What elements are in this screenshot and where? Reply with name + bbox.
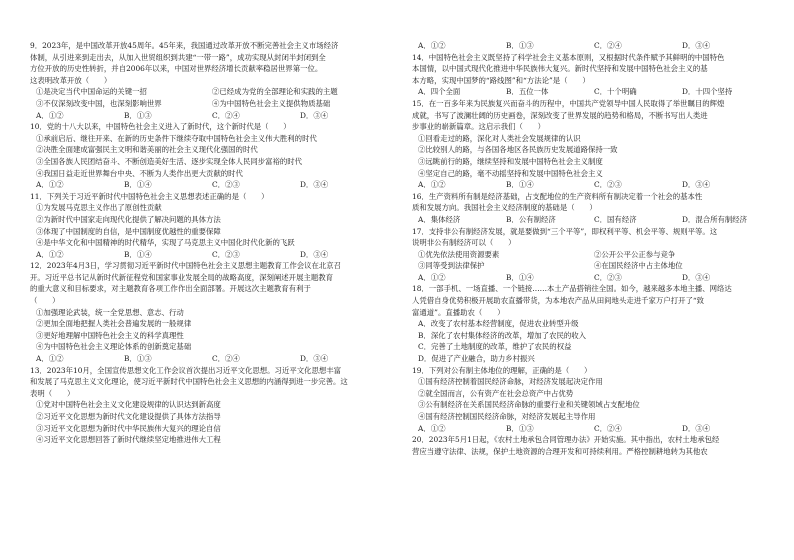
answer-choice-d: D．③④	[300, 354, 329, 364]
statement-option: ③不仅深刻改变中国，也深刻影响世界	[36, 98, 162, 108]
question-16	[412, 191, 774, 226]
question-text: 体制，从引进来到走出去，从加入世贸组织到共建“一带一路”，成功实现从封闭半封闭到全	[30, 52, 326, 62]
question-text: 18．一部手机、一场直播、一个链接……本土产品搭销往全国。如今，越来越多本地主播、网络达	[412, 284, 732, 294]
answer-choice-d: D．十四个坚持	[682, 87, 733, 97]
answer-choice-d: D．③④	[682, 41, 711, 50]
answer-row	[412, 179, 774, 191]
answer-choice-b: B．①③	[124, 110, 152, 120]
answer-choice-b: B．深化了农村集体经济的改革，增加了农民的收入	[418, 330, 587, 340]
answer-row	[412, 272, 774, 284]
statement-option: ③同等受到法律保护	[418, 261, 485, 271]
answer-choice-a: A．①②	[36, 249, 64, 259]
statement-option: ①回看走过的路，深化对人类社会发展规律的认识	[418, 133, 581, 143]
statement-option: ③体现了中国制度的自信，是中国制度优越性的重要保障	[36, 226, 221, 236]
answer-choice-c: C．②③	[594, 272, 622, 282]
answer-row	[30, 110, 392, 122]
right-column	[412, 40, 774, 457]
answer-row	[412, 423, 774, 435]
statement-option: ④为中国特色社会主义提供物质基础	[212, 98, 331, 108]
question-text: 20．2023年5月1日起，《农村土地承包合同管理办法》开始实施。其中指出，农村土地承包经	[412, 435, 720, 445]
question-text: 和发展了马克思主义文化理论，使习近平新时代中国特色社会主义思想的内涵得到进一步完善。这	[30, 377, 348, 387]
statement-option: ①加强理论武装，统一全党思想、意志、行动	[36, 307, 184, 317]
statement-option: ②决胜全面建成富强民主文明和谐美丽的社会主义现代化强国的时代	[36, 145, 258, 155]
statement-option: ③全国各族人民团结奋斗、不断创造美好生活、逐步实现全体人民同步富裕的时代	[36, 156, 303, 166]
question-19	[412, 365, 774, 435]
answer-choice-a: A．四个全面	[418, 87, 461, 97]
statement-option: ④在国民经济中占主体地位	[594, 261, 683, 271]
statement-option: ②习近平文化思想为新时代文化建设提供了具体方法指导	[36, 412, 221, 421]
answer-choice-a: A．①②	[418, 423, 446, 433]
question-text: （ ）	[30, 296, 60, 306]
question-11	[30, 191, 392, 261]
answer-row	[412, 40, 774, 52]
statement-option: ①国有经济控制着国民经济命脉，对经济发展起决定作用	[418, 377, 603, 387]
question-text: 12．2023年4月3日，学习贯彻习近平新时代中国特色社会主义思想主题教育工作会议在北京召	[30, 261, 342, 271]
statement-option: ④我国日益走近世界舞台中央、不断为人类作出更大贡献的时代	[36, 168, 243, 178]
answer-choice-b: B．公有制经济	[506, 214, 556, 224]
statement-option: ①是决定当代中国命运的关键一招	[36, 87, 147, 97]
answer-choice-b: B．①④	[124, 249, 152, 259]
answer-row	[412, 214, 774, 226]
question-text: 成就，书写了波澜壮阔的历史画卷，深刻改变了世界发展的趋势和格局，不断书写出人类进	[412, 110, 708, 120]
question-text: 表明（ ）	[30, 388, 75, 398]
option-row	[30, 86, 392, 98]
answer-choice-a: A．集体经济	[418, 214, 461, 224]
statement-option: ②更加全面地把握人类社会普遍发展的一般规律	[36, 319, 192, 329]
question-13	[30, 365, 392, 446]
question-15	[412, 98, 774, 191]
statement-option: ①党对中国特色社会主义文化建设规律的认识达到新高度	[36, 400, 221, 410]
answer-choice-c: C．十个明确	[594, 87, 637, 97]
question-14	[412, 52, 774, 98]
question-text: 富通道”。直播助农（ ）	[412, 307, 505, 317]
answer-choice-b: B．①④	[506, 180, 534, 190]
question-text: 的重大意义和目标要求，对主题教育各项工作作出全面部署。开展这次主题教育有利于	[30, 284, 311, 294]
question-text: 方位开放的历史性转折，并自2006年以来，中国对世界经济增长贡献率稳居世界第一位。	[30, 64, 323, 74]
statement-option: ②为新时代中国家走向现代化提供了解决问题的具体方法	[36, 214, 221, 224]
answer-choice-b: B．①③	[124, 354, 152, 364]
answer-choice-c: C．②③	[594, 180, 622, 190]
statement-option: ③远眺前行的路，继续坚持和发展中国特色社会主义制度	[418, 156, 603, 166]
answer-choice-a: A．①②	[418, 180, 446, 190]
answer-choice-c: C．②③	[212, 249, 240, 259]
question-text: 10．党的十八大以来，中国特色社会主义进入了新时代，这个新时代是（ ）	[30, 122, 291, 132]
answer-choice-a: A．①②	[36, 110, 64, 120]
statement-option: ④是中华文化和中国精神的时代精华，实现了马克思主义中国化时代化新的飞跃	[36, 238, 295, 248]
question-text: 开。习近平总书记从新时代新征程党和国家事业发展全局的战略高度，深刻阐述开展主题教育	[30, 272, 334, 282]
statement-option: ①为发展马克思主义作出了原创性贡献	[36, 203, 162, 213]
question-text: 19．下列对公有制主体地位的理解，正确的是（ ）	[412, 365, 592, 375]
answer-choice-b: B．①③	[506, 41, 534, 50]
answer-choice-b: B．①④	[124, 180, 152, 190]
answer-choice-d: D．③④	[300, 180, 329, 190]
statement-option: ②已经成为党的全部理论和实践的主题	[212, 87, 338, 97]
answer-choice-c: C．国有经济	[594, 214, 637, 224]
answer-choice-d: D．促进了产业融合，助力乡村振兴	[418, 354, 535, 364]
statement-option: ③习近平文化思想为新时代中华民族伟大复兴的理论自信	[36, 423, 221, 433]
statement-option: ④习近平文化思想回答了新时代继续坚定地推进伟大工程	[36, 435, 221, 445]
statement-option: ③更好地理解中国特色社会主义的科学真理性	[36, 330, 184, 340]
statement-option: ①优先依法使用资源要素	[418, 249, 500, 259]
question-text: 本国情，以中国式现代化推进中华民族伟大复兴。新时代坚持和发展中国特色社会主义的基	[412, 64, 708, 74]
answer-row	[30, 249, 392, 261]
answer-choice-a: A．①②	[36, 354, 64, 364]
question-9	[30, 40, 392, 121]
statement-option: ②比较别人的路，与各国各地区各民族历史发展道路保持一致	[418, 145, 618, 155]
question-text: 本方略，实现中国梦的“路线图”和“方法论”是（ ）	[412, 75, 590, 85]
answer-choice-c: C．②④	[594, 41, 622, 50]
question-text: 9．2023年，是中国改革开放45周年。45年来，我国通过改革开放不断完善社会主义市场经济	[30, 41, 339, 50]
option-row	[412, 260, 774, 272]
question-text: 步事业的崭新篇章。这启示我们（ ）	[412, 122, 546, 132]
question-18	[412, 283, 774, 364]
answer-row	[30, 179, 392, 191]
statement-option: ③公有制经济在关系国民经济命脉的重要行业和关键领域占支配地位	[418, 400, 640, 410]
answer-row	[30, 353, 392, 365]
statement-option: ④坚定自己的路，毫不动摇坚持和发展中国特色社会主义	[418, 168, 603, 178]
question-text: 质和发展方向。我国社会主义经济制度的基础是（ ）	[412, 203, 597, 213]
answer-choice-d: D．③④	[682, 423, 711, 433]
answer-choice-c: C．②④	[212, 354, 240, 364]
answer-choice-c: C．②④	[594, 423, 622, 433]
statement-option: ④国有经济控制国民经济命脉，对经济发展起主导作用	[418, 412, 596, 421]
answer-choice-b: B．五位一体	[506, 87, 549, 97]
statement-option: ④为中国特色社会主义理论体系的创新奠定基础	[36, 342, 192, 352]
question-20	[412, 434, 774, 457]
left-column	[30, 40, 392, 446]
statement-option: ①承前启后、继往开来、在新的历史条件下继续夺取中国特色社会主义伟大胜利的时代	[36, 133, 317, 143]
answer-choice-b: B．①④	[506, 272, 534, 282]
question-text: 这表明改革开放（ ）	[30, 75, 112, 85]
option-row	[30, 98, 392, 110]
question-text: 14．中国特色社会主义既坚持了科学社会主义基本原则，又根据时代条件赋予其鲜明的中国特色	[412, 52, 725, 62]
answer-choice-b: B．①③	[506, 423, 534, 433]
question-10	[30, 121, 392, 191]
question-text: 说明非公有制经济可以（ ）	[412, 238, 516, 248]
answer-choice-c: C．完善了土地制度的改革，维护了农民的权益	[418, 342, 572, 352]
question-text: 16．生产资料所有制是经济基础，占支配地位的生产资料所有制决定着一个社会的基本性	[412, 191, 703, 201]
answer-choice-a: A．①②	[36, 180, 64, 190]
question-text: 13．2023年10月，全国宣传思想文化工作会议首次提出习近平文化思想。习近平文化思想丰富	[30, 365, 342, 375]
answer-choice-d: D．③④	[300, 110, 329, 120]
answer-choice-c: C．②③	[212, 180, 240, 190]
answer-choice-d: D．混合所有制经济	[682, 214, 748, 224]
answer-choice-a: A．改变了农村基本经营制度，促进农业转型升级	[418, 319, 579, 329]
answer-choice-d: D．③④	[682, 180, 711, 190]
question-text: 营应当遵守法律、法规，保护土地资源的合理开发和可持续利用。严格控制耕地转为其他农	[412, 446, 708, 456]
question-text: 人凭借自身优势积极开展助农直播带货，为本地农产品从田间地头走进千家万户打开了“致	[412, 296, 705, 306]
answer-choice-a: A．①②	[418, 272, 446, 282]
answer-row	[412, 86, 774, 98]
question-text: 15．在一百多年来为民族复兴而奋斗的历程中，中国共产党领导中国人民取得了举世瞩目的辉煌	[412, 98, 725, 108]
option-row	[412, 249, 774, 261]
question-17	[412, 226, 774, 284]
answer-choice-a: A．①②	[418, 41, 446, 50]
answer-choice-d: D．③④	[682, 272, 711, 282]
question-text: 11．下列关于习近平新时代中国特色社会主义思想表述正确的是（ ）	[30, 191, 269, 201]
statement-option: ②公开公平公正参与竞争	[594, 249, 676, 259]
statement-option: ②就全国而言，公有资产在社会总资产中占优势	[418, 388, 574, 398]
answer-choice-d: D．③④	[300, 249, 329, 259]
question-12	[30, 260, 392, 364]
answer-choice-c: C．②④	[212, 110, 240, 120]
question-text: 17．支持非公有制经济发展，就是要做到“三个平等”，即权利平等、机会平等、规则平等。这	[412, 226, 718, 236]
